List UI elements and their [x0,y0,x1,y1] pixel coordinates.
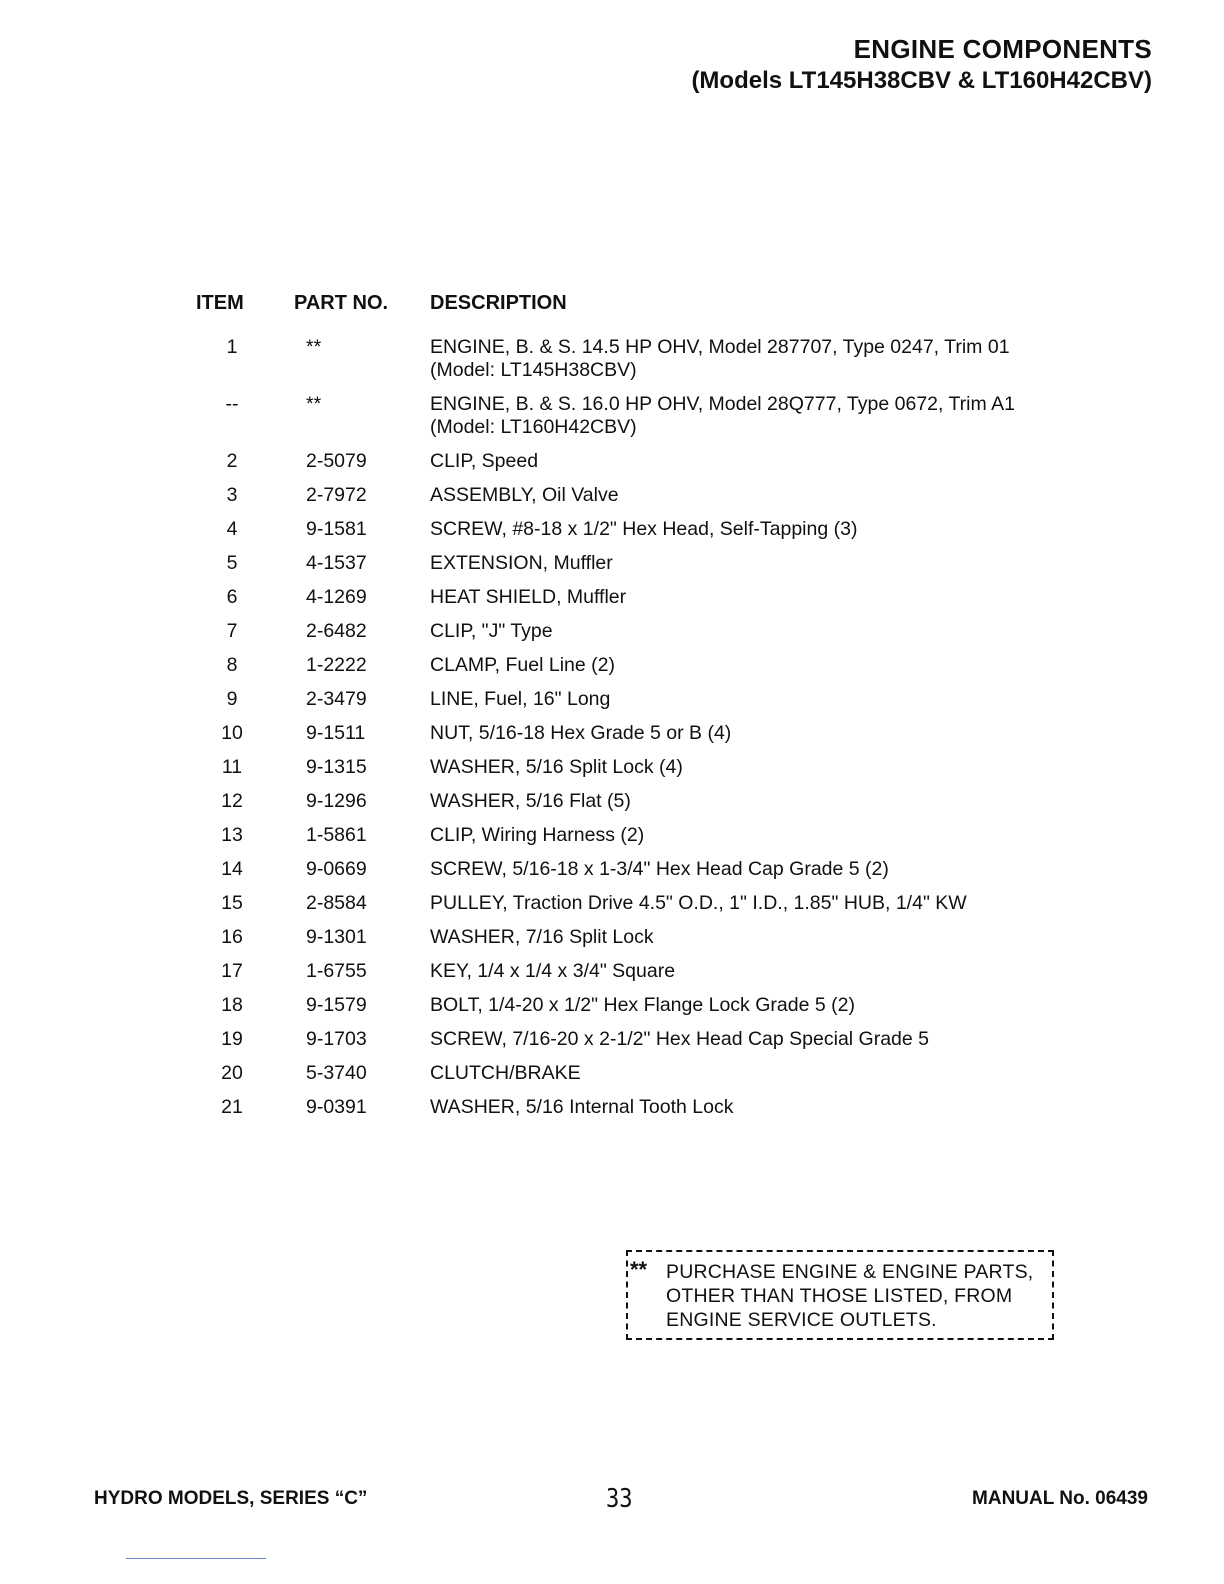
table-row [196,994,1015,1028]
part-number: 9-1301 [306,926,367,948]
part-description [430,790,1015,824]
page-title: ENGINE COMPONENTS [853,34,1152,64]
part-number: 9-1511 [306,722,366,744]
part-description [430,722,1015,756]
part-description [430,450,1015,484]
table-row [196,688,1015,722]
description-line: LINE, Fuel, 16" Long [430,688,611,710]
description-line: WASHER, 5/16 Flat (5) [430,790,631,812]
description-line: EXTENSION, Muffler [430,552,613,574]
table-row [196,586,1015,620]
divider [126,1558,266,1559]
item-number: 9 [226,688,238,710]
item-number: 16 [221,926,243,948]
footer-series: HYDRO MODELS, SERIES “C” [94,1488,368,1509]
notice-text [666,1260,1056,1332]
page-number: 33 [606,1484,633,1514]
part-description [430,393,1015,450]
notice-asterisks: ** [630,1257,648,1282]
item-number: 19 [221,1028,243,1050]
description-line: CLIP, "J" Type [430,620,553,642]
item-number: 20 [221,1062,243,1084]
table-row [196,960,1015,994]
item-number: 5 [226,552,238,574]
part-number: ** [306,393,322,415]
description-line: KEY, 1/4 x 1/4 x 3/4" Square [430,960,676,982]
page-subtitle: (Models LT145H38CBV & LT160H42CBV) [691,67,1152,94]
description-line: ENGINE, B. & S. 14.5 HP OHV, Model 287707, Type 0247, Trim 01 [430,336,1010,358]
part-number: 1-5861 [306,824,367,846]
table-row [196,1062,1015,1096]
item-number: 21 [221,1096,243,1118]
item-number: -- [225,393,239,415]
item-number: 13 [221,824,243,846]
table-row [196,518,1015,552]
notice-line: PURCHASE ENGINE & ENGINE PARTS, [666,1261,1034,1283]
part-description [430,926,1015,960]
parts-table [196,290,1015,1130]
table-row [196,552,1015,586]
item-number: 3 [226,484,238,506]
description-line: CLIP, Wiring Harness (2) [430,824,645,846]
description-line: SCREW, 7/16-20 x 2-1/2" Hex Head Cap Special Grade 5 [430,1028,930,1050]
part-description [430,960,1015,994]
table-row [196,654,1015,688]
table-row [196,722,1015,756]
part-description [430,824,1015,858]
description-line: HEAT SHIELD, Muffler [430,586,627,608]
table-row [196,336,1015,393]
item-number: 1 [226,336,238,358]
description-line: ENGINE, B. & S. 16.0 HP OHV, Model 28Q777, Type 0672, Trim A1 [430,393,1015,415]
part-description [430,756,1015,790]
item-number: 8 [226,654,238,676]
part-description [430,552,1015,586]
column-header-description: DESCRIPTION [430,292,567,314]
part-description [430,586,1015,620]
part-number: 1-6755 [306,960,367,982]
table-row [196,1028,1015,1062]
part-number: 9-1703 [306,1028,367,1050]
description-line: SCREW, 5/16-18 x 1-3/4" Hex Head Cap Grade 5 (2) [430,858,889,880]
description-line: WASHER, 7/16 Split Lock [430,926,654,948]
part-description [430,1028,1015,1062]
part-number: 9-1296 [306,790,367,812]
page-header [691,34,1152,96]
notice-line: ENGINE SERVICE OUTLETS. [666,1309,937,1331]
part-number: 2-7972 [306,484,367,506]
item-number: 7 [226,620,238,642]
column-header-item: ITEM [196,292,244,314]
part-description [430,620,1015,654]
part-description [430,1096,1015,1130]
description-line: SCREW, #8-18 x 1/2" Hex Head, Self-Tapping (3) [430,518,858,540]
table-row [196,824,1015,858]
table-row [196,926,1015,960]
part-description [430,484,1015,518]
item-number: 10 [221,722,243,744]
table-row [196,858,1015,892]
description-line: WASHER, 5/16 Split Lock (4) [430,756,683,778]
table-row [196,756,1015,790]
footer-manual-number: MANUAL No. 06439 [972,1488,1148,1509]
page-footer [0,1484,1224,1514]
description-line: PULLEY, Traction Drive 4.5" O.D., 1" I.D., 1.85" HUB, 1/4" KW [430,892,967,914]
item-number: 14 [221,858,243,880]
part-description [430,994,1015,1028]
part-number: 9-1579 [306,994,367,1016]
part-number: 9-1581 [306,518,367,540]
item-number: 4 [226,518,238,540]
item-number: 17 [221,960,243,982]
table-row [196,450,1015,484]
description-line: ASSEMBLY, Oil Valve [430,484,619,506]
table-row [196,892,1015,926]
item-number: 2 [226,450,238,472]
description-line: (Model: LT160H42CBV) [430,416,637,438]
table-row [196,1096,1015,1130]
description-line: WASHER, 5/16 Internal Tooth Lock [430,1096,734,1118]
part-number: 1-2222 [306,654,367,676]
table-row [196,484,1015,518]
part-description [430,688,1015,722]
part-number: 2-8584 [306,892,367,914]
part-number: ** [306,336,322,358]
item-number: 12 [221,790,243,812]
part-description [430,654,1015,688]
item-number: 15 [221,892,243,914]
description-line: CLAMP, Fuel Line (2) [430,654,615,676]
part-description [430,1062,1015,1096]
table-header-row [196,290,1015,336]
item-number: 18 [221,994,243,1016]
description-line: CLUTCH/BRAKE [430,1062,581,1084]
table-row [196,790,1015,824]
table-row [196,620,1015,654]
column-header-part-no: PART NO. [294,292,389,314]
part-number: 9-0391 [306,1096,367,1118]
part-number: 9-1315 [306,756,367,778]
part-number: 5-3740 [306,1062,367,1084]
part-number: 4-1537 [306,552,367,574]
part-number: 4-1269 [306,586,367,608]
description-line: NUT, 5/16-18 Hex Grade 5 or B (4) [430,722,732,744]
part-description [430,892,1015,926]
part-number: 9-0669 [306,858,367,880]
item-number: 11 [221,756,243,778]
engine-parts-notice [626,1250,1054,1340]
description-line: (Model: LT145H38CBV) [430,359,637,381]
table-row [196,393,1015,450]
notice-line: OTHER THAN THOSE LISTED, FROM [666,1285,1013,1307]
description-line: BOLT, 1/4-20 x 1/2" Hex Flange Lock Grade 5 (2) [430,994,855,1016]
part-description [430,858,1015,892]
parts-table-body [196,336,1015,1130]
description-line: CLIP, Speed [430,450,539,472]
part-number: 2-6482 [306,620,367,642]
part-number: 2-5079 [306,450,367,472]
part-description [430,336,1015,393]
item-number: 6 [226,586,238,608]
part-description [430,518,1015,552]
part-number: 2-3479 [306,688,367,710]
